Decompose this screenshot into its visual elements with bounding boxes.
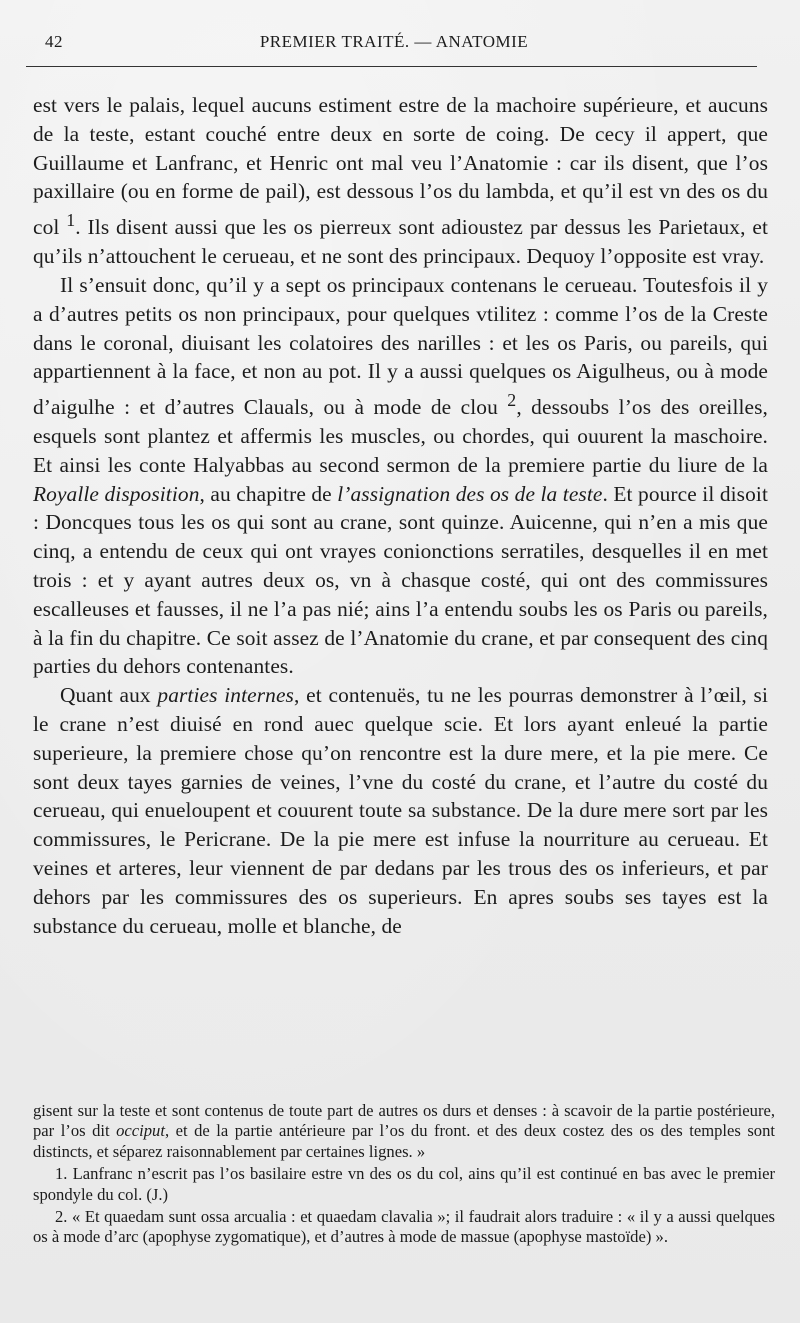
italic-parties-internes: parties internes <box>157 683 294 708</box>
italic-assignation: l’assignation des os de la teste <box>337 481 603 506</box>
paragraph-1 <box>33 91 768 271</box>
paragraph-3-text-b: , et contenuës, tu ne les pourras demonstrer à l’œil, si le crane n’est diuisé en rond auec quelque scie. Et lors ayant enleué la partie superieure, la premiere chose qu’on rencontre est la dure mere, et la pie mere. Ce sont deux tayes garnies de veines, l’vne du costé du crane, et l’autre du costé du cerueau, qui enueloupent et couurent toute sa substance. De la dure mere sort par les commissures, le Pericrane. De la pie mere est infuse la nourriture au cerueau. Et veines et arteres, leur viennent de par dedans par les trous des os inferieurs, et par dehors par les commissures des os superieurs. En apres soubs ses tayes est la substance du cerueau, molle et blanche, de <box>33 683 768 938</box>
paragraph-3-text-a: Quant aux <box>60 683 151 708</box>
paragraph-2-text-d: . Et pource il disoit : Doncques tous les os qui sont au crane, sont quinze. Auicenne, qui n’en a mis que cinq, a entendu de ceux qui ont vrayes conionctions serratiles, desquelles il en met trois : et y ayant autres deux os, vn à chasque costé, qui ont des commissures escalleuses et fausses, il ne l’a pas nié; ains l’a entendu soubs les os Paris ou pareils, à la fin du chapitre. Ce soit assez de l’Anatomie du crane, et par consequent des cinq parties du dehors contenantes. <box>33 481 768 679</box>
italic-royalle-disposition: Royalle disposition <box>33 481 200 506</box>
footnotes <box>33 1101 775 1250</box>
main-text <box>33 91 768 940</box>
footnote-continuation <box>33 1101 775 1162</box>
footnote-continuation-text-a: gisent sur la teste et sont contenus de toute part de autres os durs et denses : à scavoir de la partie postérieure, par l’os dit <box>33 1101 775 1141</box>
paragraph-2 <box>33 271 768 681</box>
paragraph-2-text-a: Il s’ensuit donc, qu’il y a sept os principaux contenans le cerueau. Toutesfois il y a d’autres petits os non principaux, pour quelques vtilitez : comme l’os de la Creste dans le coronal, diuisant les colatoires des narilles : et les os Paris, ou pareils, qui appartiennent à la face, et non au pot. Il y a aussi quelques os Aigulheus, ou à mode d’aigulhe : et d’autres Clauals, ou à mode de clou <box>33 272 768 420</box>
paragraph-3 <box>33 681 768 940</box>
header-rule <box>26 66 757 67</box>
paragraph-2-text-b: , dessoubs l’os des oreilles, esquels sont plantez et affermis les muscles, ou chordes, qui ouurent la maschoire. Et ainsi les conte Halyabbas au second sermon de la premiere partie du liure de la <box>33 395 768 477</box>
paragraph-1-text-b: . Ils disent aussi que les os pierreux sont adioustez par dessus les Parietaux, et qu’ils n’attouchent le cerueau, et ne sont des principaux. Dequoy l’opposite est vray. <box>33 215 769 269</box>
footnote-continuation-text-b: , et de la partie antérieure par l’os du front. et des deux costez des os des temples sont distincts, et séparez raisonnablement par certaines lignes. » <box>33 1121 775 1161</box>
page-number: 42 <box>45 32 63 51</box>
running-head <box>33 32 755 58</box>
paragraph-1-text-a: est vers le palais, lequel aucuns estiment estre de la machoire supérieure, et aucuns de la teste, estant couché entre deux en sorte de coing. De cecy il appert, que Guillaume et Lanfranc, et Henric ont mal veu l’Anatomie : car ils disent, que l’os paxillaire (ou en forme de pail), est dessous l’os du lambda, et qu’il est vn des os du col <box>33 93 768 240</box>
note-ref-1: 1 <box>66 210 76 231</box>
paragraph-2-text-c: , au chapitre de <box>199 481 332 506</box>
italic-occiput: occiput <box>116 1121 165 1141</box>
footnote-2: 2. « Et quaedam sunt ossa arcualia : et quaedam clavalia »; il faudrait alors traduire : « il y a aussi quelques os à mode d’arc (apophyse zygomatique), et d’autres à mode de massue (apophyse mastoïde) ». <box>33 1207 775 1247</box>
footnote-1: 1. Lanfranc n’escrit pas l’os basilaire estre vn des os du col, ains qu’il est continué en bas avec le premier spondyle du col. (J.) <box>33 1164 775 1204</box>
running-title: PREMIER TRAITÉ. — ANATOMIE <box>259 32 529 51</box>
note-ref-2: 2 <box>507 390 517 411</box>
